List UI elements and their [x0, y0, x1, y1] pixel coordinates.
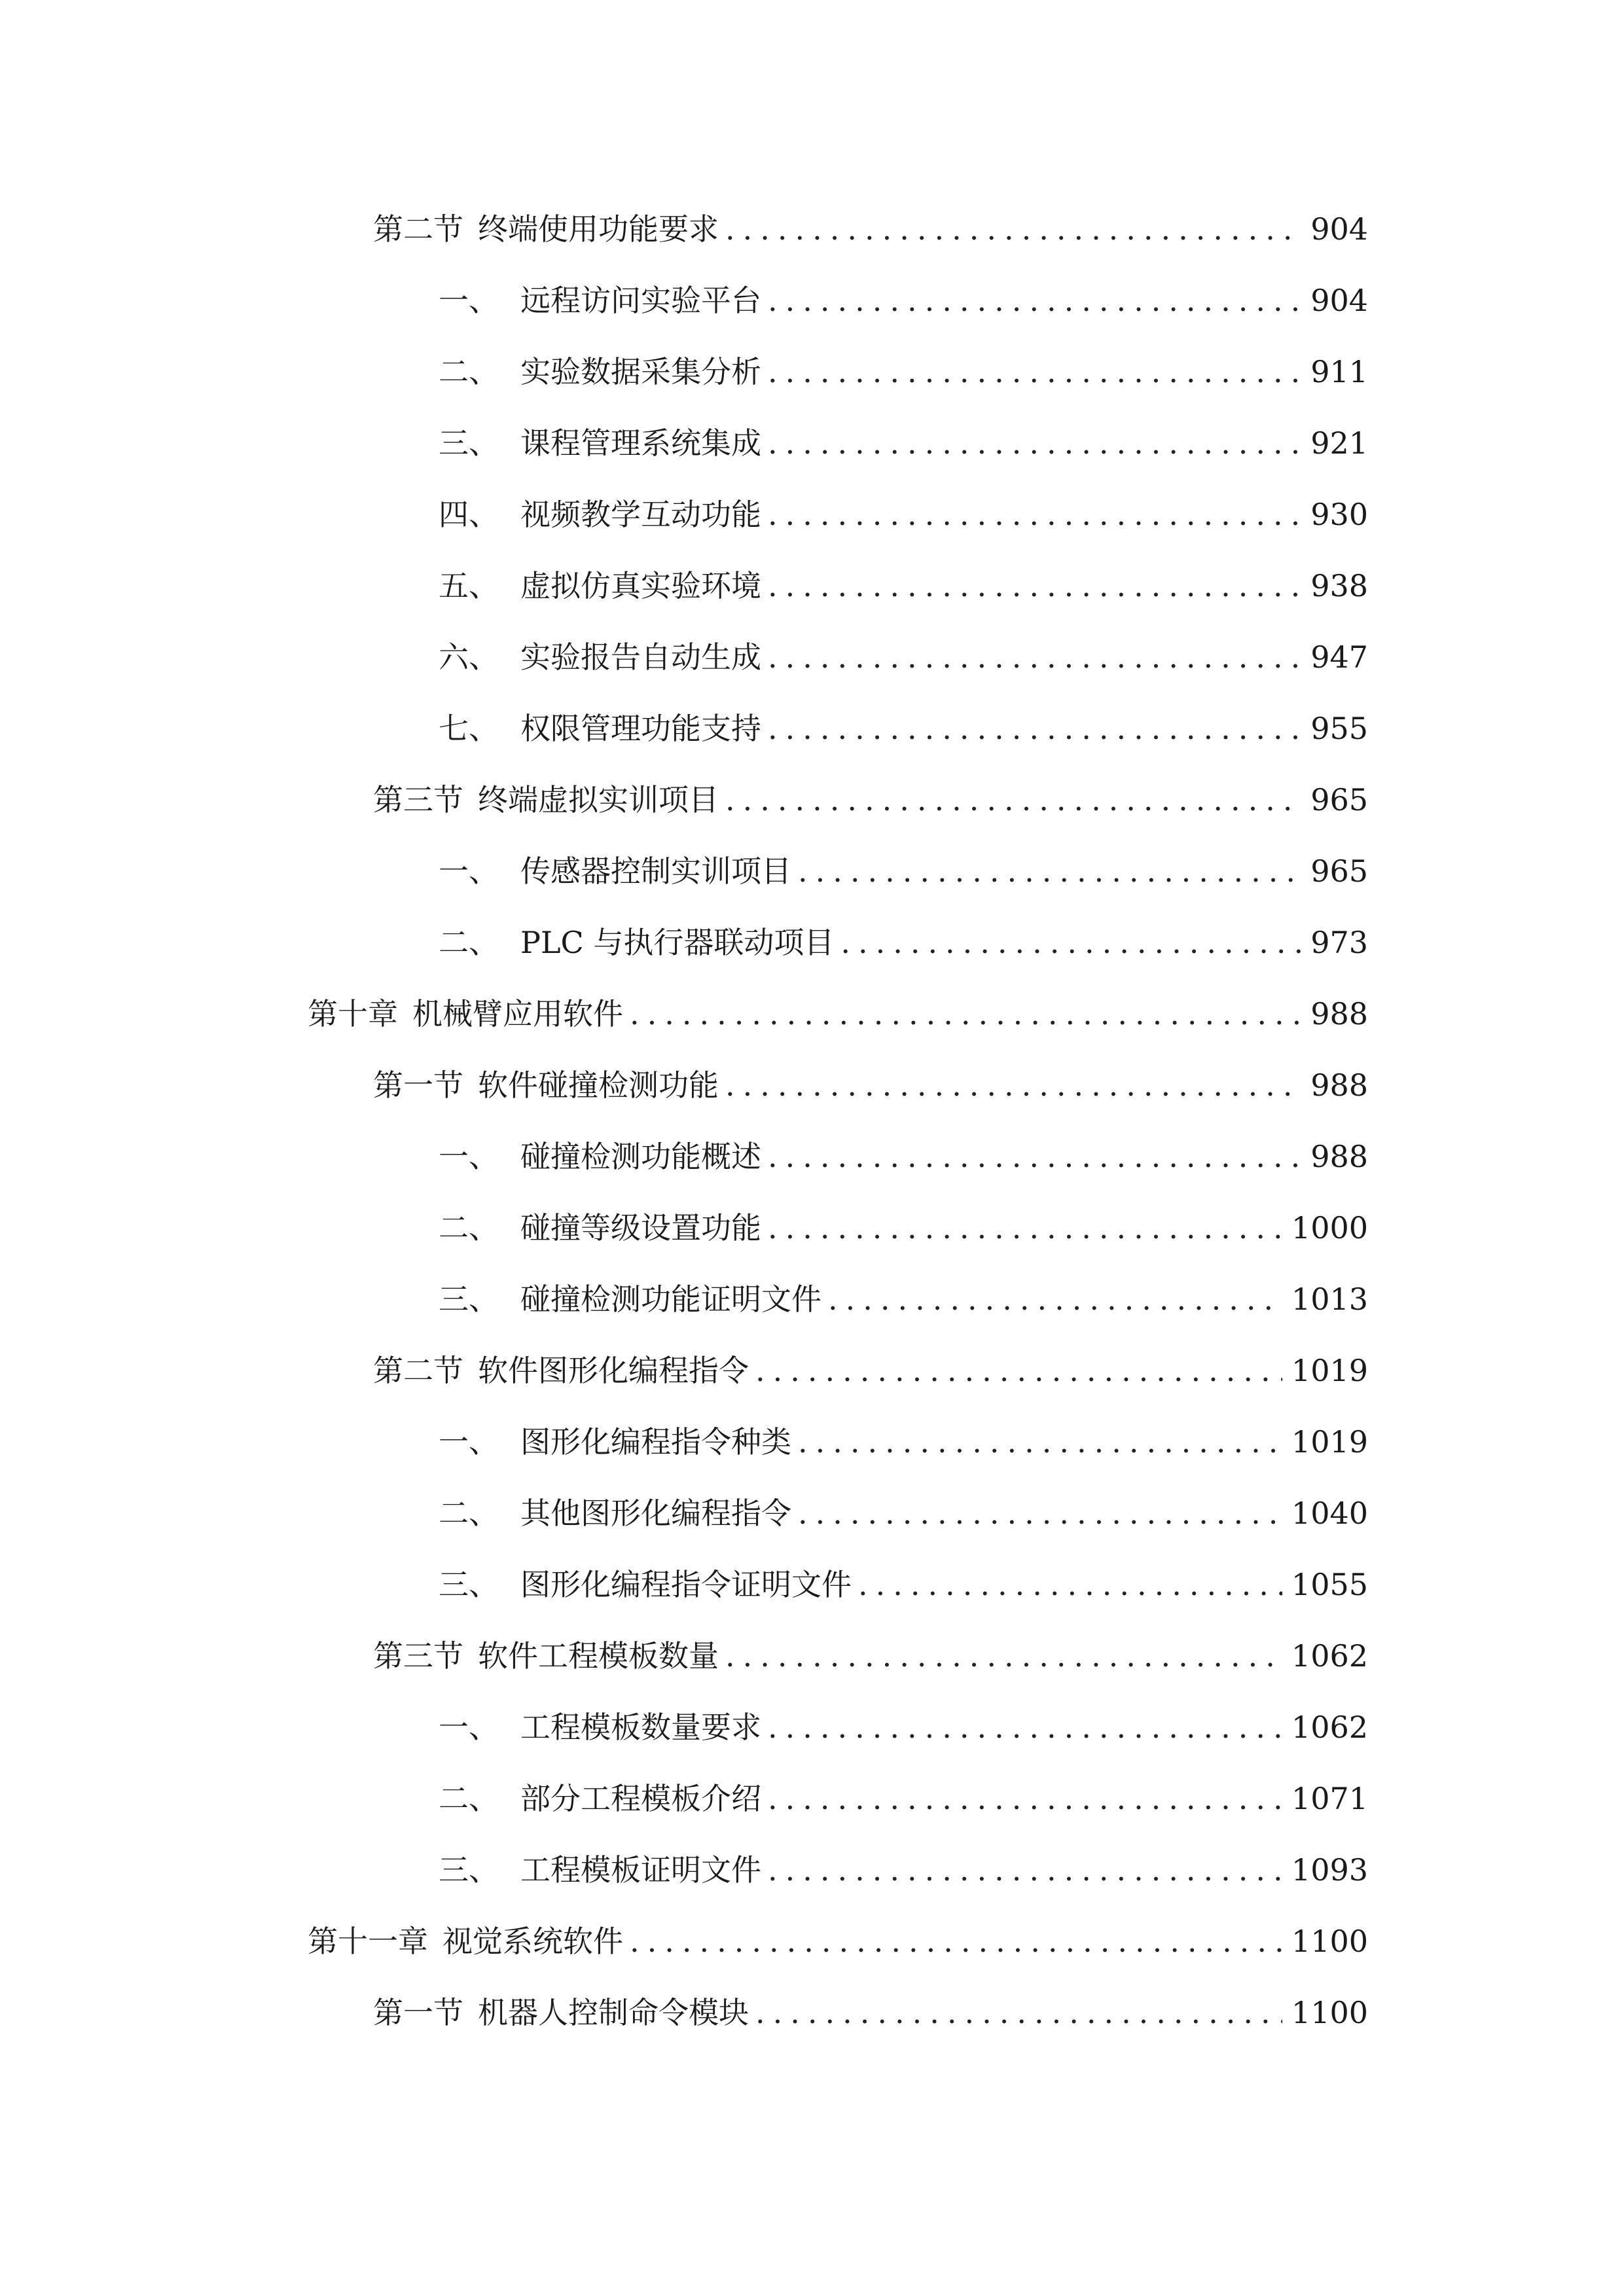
toc-leader — [725, 206, 1301, 252]
toc-page-number: 1055 — [1291, 1567, 1368, 1602]
toc-entry[interactable] — [439, 1419, 1368, 1465]
toc-page-number: 1019 — [1291, 1424, 1368, 1460]
toc-prefix: 六、 — [439, 639, 499, 675]
toc-title: 虚拟仿真实验环境 — [520, 568, 761, 603]
toc-title: 其他图形化编程指令 — [520, 1496, 791, 1531]
toc-page-number: 1019 — [1291, 1353, 1368, 1388]
toc-entry[interactable] — [439, 349, 1368, 395]
toc-prefix: 四、 — [439, 497, 499, 532]
toc-entry[interactable] — [373, 1990, 1368, 2036]
toc-entry[interactable] — [439, 563, 1368, 609]
toc-entry[interactable] — [439, 1776, 1368, 1821]
toc-page-number: 921 — [1310, 425, 1368, 461]
toc-leader — [768, 349, 1301, 395]
toc-leader — [768, 420, 1301, 466]
toc-prefix: 第十一章 — [308, 1924, 428, 1959]
toc-title: 软件图形化编程指令 — [478, 1353, 749, 1388]
toc-title: 图形化编程指令种类 — [520, 1424, 791, 1460]
toc-leader — [768, 634, 1301, 680]
toc-page-number: 1062 — [1291, 1710, 1368, 1745]
toc-entry[interactable] — [308, 1918, 1368, 1964]
toc-entry[interactable] — [439, 920, 1368, 965]
toc-leader — [798, 848, 1301, 894]
toc-entry[interactable] — [439, 420, 1368, 466]
toc-page-number: 1071 — [1291, 1781, 1368, 1816]
toc-leader — [768, 706, 1301, 751]
toc-page-number: 988 — [1310, 1067, 1368, 1103]
toc-page-number: 930 — [1310, 497, 1368, 532]
toc-title: 终端使用功能要求 — [478, 211, 719, 247]
toc-page-number: 947 — [1310, 639, 1368, 675]
toc-leader — [858, 1562, 1282, 1607]
toc-title: 碰撞检测功能证明文件 — [520, 1282, 821, 1317]
toc-entry[interactable] — [439, 1134, 1368, 1179]
toc-page-number: 904 — [1310, 283, 1368, 318]
toc-page-number: 988 — [1310, 1139, 1368, 1174]
toc-prefix: 一、 — [439, 1710, 499, 1745]
toc-leader — [725, 1633, 1282, 1679]
toc-entry[interactable] — [373, 1348, 1368, 1393]
toc-page-number: 1040 — [1291, 1496, 1368, 1531]
toc-leader — [798, 1419, 1282, 1465]
toc-page-number: 1000 — [1291, 1210, 1368, 1246]
toc-prefix: 一、 — [439, 1139, 499, 1174]
toc-title: 软件工程模板数量 — [478, 1638, 719, 1674]
toc-prefix: 第一节 — [373, 1995, 463, 2030]
toc-title: 工程模板证明文件 — [520, 1852, 761, 1888]
toc-page-number: 1093 — [1291, 1852, 1368, 1888]
toc-title: 实验数据采集分析 — [520, 354, 761, 389]
toc-page-number: 965 — [1310, 853, 1368, 889]
toc-leader — [768, 1776, 1282, 1821]
toc-entry[interactable] — [439, 1276, 1368, 1322]
toc-prefix: 第十章 — [308, 996, 398, 1031]
toc-leader — [768, 492, 1301, 537]
toc-leader — [768, 278, 1301, 323]
toc-prefix: 二、 — [439, 1210, 499, 1246]
toc-leader — [768, 1205, 1282, 1251]
toc-leader — [798, 1490, 1282, 1536]
toc-leader — [755, 1348, 1282, 1393]
toc-prefix: 七、 — [439, 711, 499, 746]
toc-title: 机械臂应用软件 — [412, 996, 623, 1031]
toc-title: 权限管理功能支持 — [520, 711, 761, 746]
toc-entry[interactable] — [439, 1205, 1368, 1251]
toc-title: 部分工程模板介绍 — [520, 1781, 761, 1816]
toc-leader — [725, 1062, 1301, 1108]
toc-entry[interactable] — [439, 634, 1368, 680]
toc-entry[interactable] — [373, 1633, 1368, 1679]
toc-leader — [725, 777, 1301, 823]
toc-entry[interactable] — [373, 206, 1368, 252]
toc-title: 碰撞等级设置功能 — [520, 1210, 761, 1246]
toc-entry[interactable] — [439, 278, 1368, 323]
toc-page-number: 911 — [1310, 354, 1368, 389]
toc-entry[interactable] — [373, 777, 1368, 823]
toc-page-number: 955 — [1310, 711, 1368, 746]
toc-page-number: 1013 — [1291, 1282, 1368, 1317]
toc-prefix: 一、 — [439, 283, 499, 318]
toc-entry[interactable] — [439, 706, 1368, 751]
toc-entry[interactable] — [439, 1562, 1368, 1607]
toc-prefix: 一、 — [439, 1424, 499, 1460]
toc-entry[interactable] — [439, 1847, 1368, 1893]
toc-prefix: 第三节 — [373, 1638, 463, 1674]
toc-prefix: 第二节 — [373, 1353, 463, 1388]
toc-title: 课程管理系统集成 — [520, 425, 761, 461]
toc-entry[interactable] — [439, 1490, 1368, 1536]
toc-title: 图形化编程指令证明文件 — [520, 1567, 852, 1602]
toc-title: 实验报告自动生成 — [520, 639, 761, 675]
toc-prefix: 二、 — [439, 354, 499, 389]
toc-prefix: 二、 — [439, 925, 499, 960]
toc-prefix: 一、 — [439, 853, 499, 889]
toc-title: 软件碰撞检测功能 — [478, 1067, 719, 1103]
toc-title: 视频教学互动功能 — [520, 497, 761, 532]
toc-leader — [768, 563, 1301, 609]
toc-leader — [630, 991, 1301, 1037]
toc-leader — [755, 1990, 1282, 2036]
toc-prefix: 三、 — [439, 1282, 499, 1317]
toc-page-number: 904 — [1310, 211, 1368, 247]
toc-leader — [768, 1134, 1301, 1179]
toc-title: 工程模板数量要求 — [520, 1710, 761, 1745]
toc-entry[interactable] — [439, 848, 1368, 894]
toc-leader — [840, 920, 1301, 965]
toc-prefix: 三、 — [439, 1567, 499, 1602]
toc-leader — [630, 1918, 1282, 1964]
toc-title: 传感器控制实训项目 — [520, 853, 791, 889]
toc-entry[interactable] — [439, 492, 1368, 537]
toc-title: 碰撞检测功能概述 — [520, 1139, 761, 1174]
toc-prefix: 三、 — [439, 1852, 499, 1888]
toc-title: 远程访问实验平台 — [520, 283, 761, 318]
toc-page-number: 1100 — [1291, 1995, 1368, 2030]
toc-title: 终端虚拟实训项目 — [478, 782, 719, 817]
toc-prefix: 五、 — [439, 568, 499, 603]
toc-entry[interactable] — [308, 991, 1368, 1037]
toc-prefix: 三、 — [439, 425, 499, 461]
toc-entry[interactable] — [373, 1062, 1368, 1108]
toc-prefix: 第三节 — [373, 782, 463, 817]
toc-page-number: 1100 — [1291, 1924, 1368, 1959]
toc-leader — [828, 1276, 1282, 1322]
toc-entry[interactable] — [439, 1704, 1368, 1750]
toc-prefix: 二、 — [439, 1496, 499, 1531]
toc-prefix: 第一节 — [373, 1067, 463, 1103]
toc-leader — [768, 1847, 1282, 1893]
toc-page-number: 988 — [1310, 996, 1368, 1031]
toc-page-number: 965 — [1310, 782, 1368, 817]
toc-leader — [768, 1704, 1282, 1750]
toc-prefix: 二、 — [439, 1781, 499, 1816]
toc-title: 视觉系统软件 — [442, 1924, 623, 1959]
toc-page-number: 938 — [1310, 568, 1368, 603]
toc-prefix: 第二节 — [373, 211, 463, 247]
toc-title: PLC 与执行器联动项目 — [520, 925, 835, 960]
toc-page-number: 1062 — [1291, 1638, 1368, 1674]
toc-page-number: 973 — [1310, 925, 1368, 960]
toc-title: 机器人控制命令模块 — [478, 1995, 749, 2030]
